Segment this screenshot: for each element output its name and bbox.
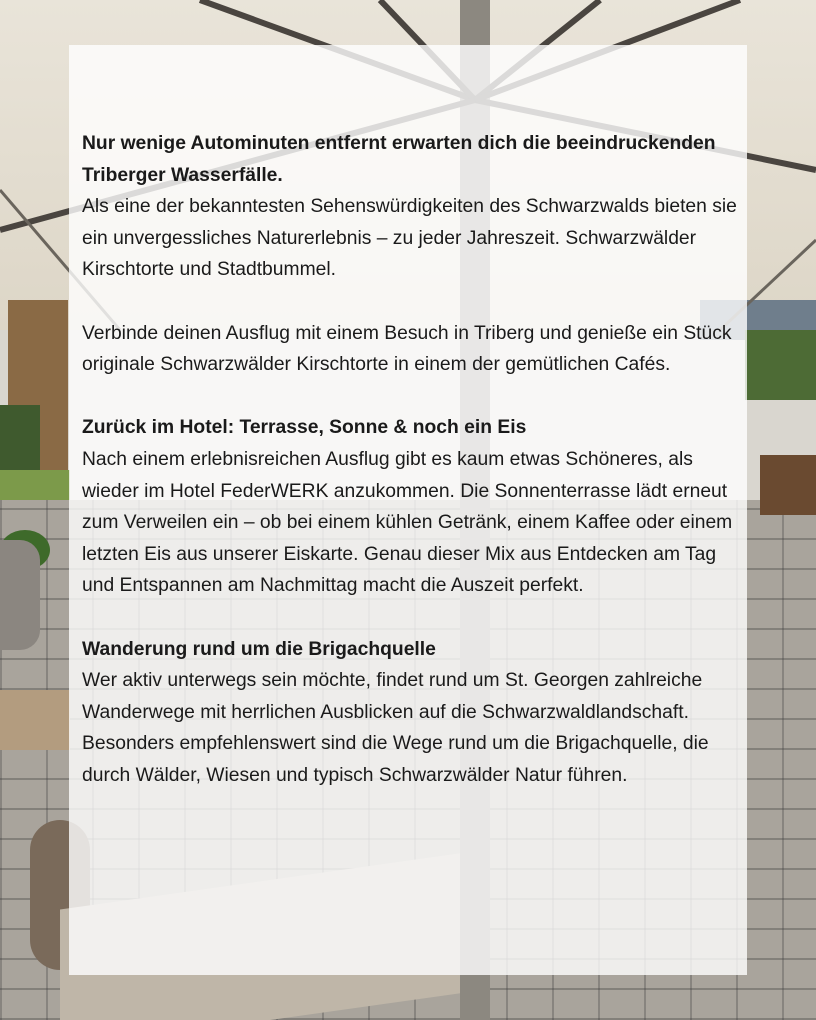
hedge [0, 405, 40, 475]
section-heading: Zurück im Hotel: Terrasse, Sonne & noch ein Eis [82, 417, 527, 439]
section-heading: Wanderung rund um die Brigachquelle [82, 638, 436, 660]
section-heading: Nur wenige Autominuten entfernt erwarten dich die beeindruckenden Triberger Wasserfälle. [82, 133, 716, 186]
section-triberg-waterfalls [82, 128, 737, 286]
section-triberg-cafe [82, 318, 737, 381]
section-body: Wer aktiv unterwegs sein möchte, findet rund um St. Georgen zahlreiche Wanderwege mit herrlichen Ausblicken auf die Schwarzwaldlandschaft. Besonders empfehlenswert sind die Wege rund um die Brigachquelle, die durch Wälder, Wiesen und typisch Schwarzwälder Natur führen. [82, 670, 709, 786]
hedge [745, 330, 816, 400]
text-overlay-panel [69, 45, 747, 975]
terrace-furniture [760, 455, 816, 515]
bench [0, 690, 70, 750]
section-body: Als eine der bekanntesten Sehenswürdigkeiten des Schwarzwalds bieten sie ein unvergessliches Naturerlebnis – zu jeder Jahreszeit. Schwarzwälder Kirschtorte und Stadtbummel. [82, 196, 737, 281]
section-body: Verbinde deinen Ausflug mit einem Besuch in Triberg und genieße ein Stück originale Schwarzwälder Kirschtorte in einem der gemütlichen Cafés. [82, 322, 732, 376]
section-body: Nach einem erlebnisreichen Ausflug gibt es kaum etwas Schöneres, als wieder im Hotel FederWERK anzukommen. Die Sonnenterrasse lädt erneut zum Verweilen ein – ob bei einem kühlen Getränk, einem Kaffee oder einem letzten Eis aus unserer Eiskarte. Genau dieser Mix aus Entdecken am Tag und Entspannen am Nachmittag macht die Auszeit perfekt. [82, 448, 733, 597]
section-brigachquelle-hike [82, 634, 737, 792]
planter [0, 540, 40, 650]
section-hotel-terrace [82, 412, 737, 602]
article-content [82, 128, 737, 823]
